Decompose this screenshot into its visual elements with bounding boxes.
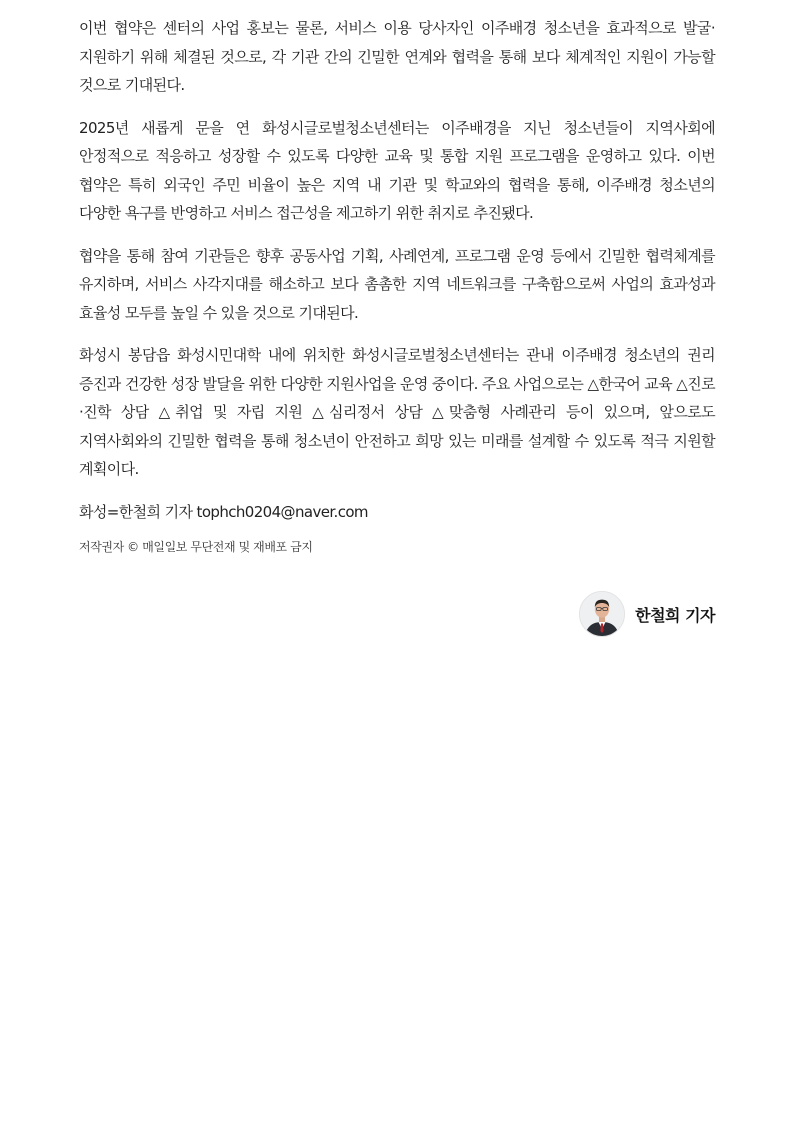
reporter-photo-icon <box>580 592 624 636</box>
article-paragraph-4: 화성시 봉담읍 화성시민대학 내에 위치한 화성시글로벌청소년센터는 관내 이주배경 청소년의 권리 증진과 건강한 성장 발달을 위한 다양한 지원사업을 운영 중이다. 주요 사업으로는 △한국어 교육 △진로·진학 상담 △취업 및 자립 지원 △심리정서 상담 △맞춤형 사례관리 등이 있으며, 앞으로도 지역사회와의 긴밀한 협력을 통해 청소년이 안전하고 희망 있는 미래를 설계할 수 있도록 적극 지원할 계획이다. <box>79 346 715 478</box>
article-body <box>79 14 715 558</box>
copyright-notice: 저작권자 © 매일일보 무단전재 및 재배포 금지 <box>79 539 313 554</box>
article-paragraph-3: 협약을 통해 참여 기관들은 향후 공동사업 기획, 사례연계, 프로그램 운영 등에서 긴밀한 협력체계를 유지하며, 서비스 사각지대를 해소하고 보다 촘촘한 지역 네트워크를 구축함으로써 사업의 효과성과 효율성 모두를 높일 수 있을 것으로 기대된다. <box>79 246 715 322</box>
reporter-name[interactable]: 한철희 기자 <box>635 605 715 625</box>
article-paragraph-1: 이번 협약은 센터의 사업 홍보는 물론, 서비스 이용 당사자인 이주배경 청소년을 효과적으로 발굴·지원하기 위해 체결된 것으로, 각 기관 간의 긴밀한 연계와 협력을 통해 보다 체계적인 지원이 가능할 것으로 기대된다. <box>79 19 715 94</box>
reporter-card[interactable] <box>579 590 715 638</box>
article-paragraph-2: 2025년 새롭게 문을 연 화성시글로벌청소년센터는 이주배경을 지닌 청소년들이 지역사회에 안정적으로 적응하고 성장할 수 있도록 다양한 교육 및 통합 지원 프로그램을 운영하고 있다. 이번 협약은 특히 외국인 주민 비율이 높은 지역 내 기관 및 학교와의 협력을 통해, 이주배경 청소년의 다양한 욕구를 반영하고 서비스 접근성을 제고하기 위한 취지로 추진됐다. <box>79 118 715 222</box>
article-byline: 화성=한철희 기자 tophch0204@naver.com <box>79 502 368 521</box>
reporter-avatar[interactable] <box>579 591 625 637</box>
